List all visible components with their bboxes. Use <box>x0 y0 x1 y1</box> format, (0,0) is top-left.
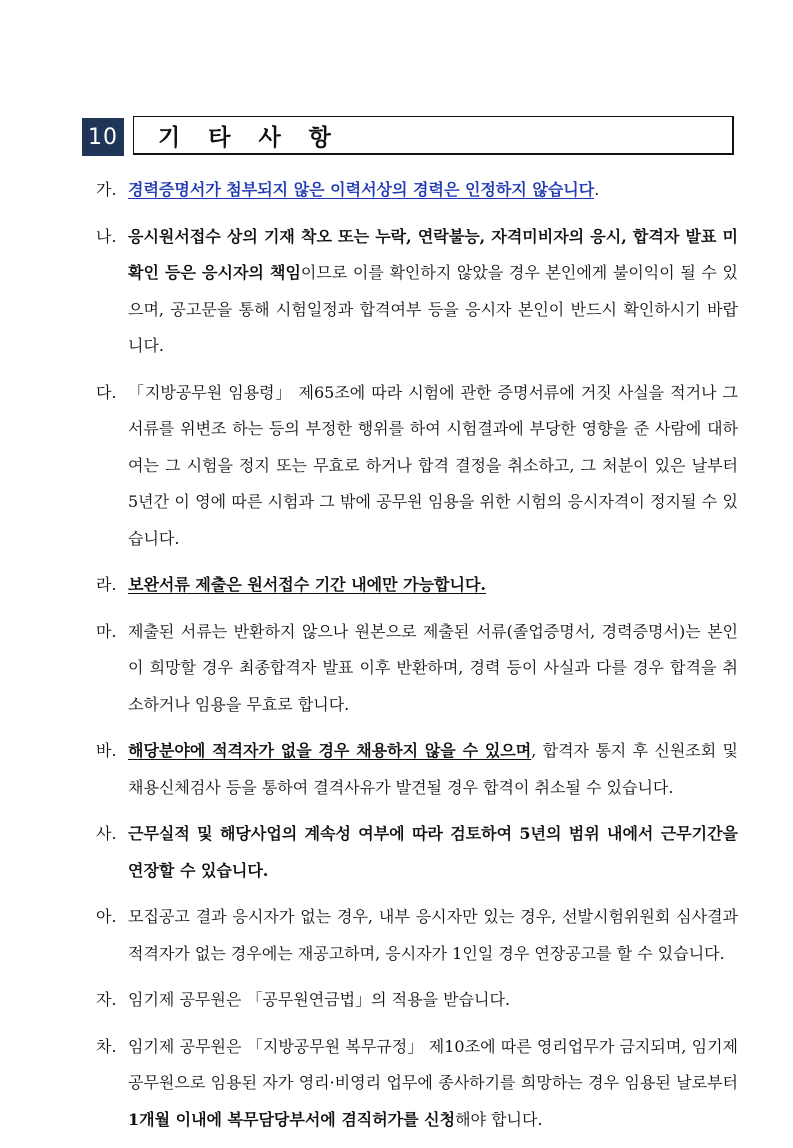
item-marker: 바. <box>96 741 117 760</box>
item-marker: 아. <box>96 907 117 926</box>
item-text: 모집공고 결과 응시자가 없는 경우, 내부 응시자만 있는 경우, 선발시험위원회 심사결과 적격자가 없는 경우에는 재공고하며, 응시자가 1인일 경우 연장공고를 할 수 있습니다. <box>128 907 738 963</box>
list-item <box>96 982 738 1019</box>
item-text: 「지방공무원 임용령」 제65조에 따라 시험에 관한 증명서류에 거짓 사실을 적거나 그 서류를 위변조 하는 등의 부정한 행위를 하여 시험결과에 부당한 영향을 준 사람에 대하여는 그 시험을 정지 또는 무효로 하거나 합격 결정을 취소하고, 그 처분이 있은 날부터 5년간 이 영에 따른 시험과 그 밖에 공무원 임용을 위한 시험의 응시자격이 정지될 수 있습니다. <box>128 382 738 548</box>
list-item <box>96 219 738 365</box>
item-marker: 마. <box>96 621 117 641</box>
emphasis-text: 경력증명서가 첨부되지 않은 이력서상의 경력은 인정하지 않습니다 <box>128 180 595 199</box>
emphasis-text: 해당분야에 적격자가 없을 경우 채용하지 않을 수 있으며 <box>128 741 532 760</box>
item-marker: 사. <box>96 824 117 843</box>
item-marker: 가. <box>96 180 117 199</box>
list-item <box>96 567 738 604</box>
item-text: 근무실적 및 해당사업의 계속성 여부에 따라 검토하여 5년의 범위 내에서 근무기간을 연장할 수 있습니다. <box>128 824 738 880</box>
item-marker: 다. <box>96 382 117 402</box>
notice-list <box>96 172 738 1148</box>
list-item <box>96 375 738 558</box>
item-marker: 나. <box>96 226 117 246</box>
section-number: 10 <box>82 118 124 156</box>
list-item <box>96 899 738 972</box>
emphasis-text: 응시원서접수 상의 기재 착오 또는 누락, 연락불능, 자격미비자의 응시, 합격자 발표 미확인 등은 응시자의 책임 <box>128 226 738 282</box>
item-text: 제출된 서류는 반환하지 않으나 원본으로 제출된 서류(졸업증명서, 경력증명서)는 본인이 희망할 경우 최종합격자 발표 이후 반환하며, 경력 등이 사실과 다를 경우 합격을 취소하거나 임용을 무효로 합니다. <box>128 621 738 714</box>
item-text: 응시원서접수 상의 기재 착오 또는 누락, 연락불능, 자격미비자의 응시, 합격자 발표 미확인 등은 응시자의 책임이므로 이를 확인하지 않았을 경우 본인에게 불이익이 될 수 있으며, 공고문을 통해 시험일정과 합격여부 등을 응시자 본인이 반드시 확인하시기 바랍니다. <box>128 226 738 355</box>
item-marker: 자. <box>96 990 117 1009</box>
list-item <box>96 816 738 889</box>
list-item <box>96 733 738 806</box>
section-title: 기 타 사 항 <box>133 116 734 155</box>
list-item <box>96 614 738 724</box>
section-header <box>82 116 736 156</box>
item-text: 임기제 공무원은 「공무원연금법」의 적용을 받습니다. <box>128 990 511 1009</box>
list-item <box>96 1029 738 1139</box>
item-text: 해당분야에 적격자가 없을 경우 채용하지 않을 수 있으며, 합격자 통지 후 신원조회 및 채용신체검사 등을 통하여 결격사유가 발견될 경우 합격이 취소될 수 있습니다. <box>128 741 738 797</box>
emphasis-text: 1개월 이내에 복무담당부서에 겸직허가를 신청 <box>128 1109 456 1129</box>
item-marker: 차. <box>96 1036 117 1056</box>
item-text: 경력증명서가 첨부되지 않은 이력서상의 경력은 인정하지 않습니다. <box>128 180 600 199</box>
emphasis-text: 보완서류 제출은 원서접수 기간 내에만 가능합니다. <box>128 575 486 594</box>
item-text <box>128 567 738 604</box>
item-marker: 라. <box>96 575 117 594</box>
item-text: 임기제 공무원은 「지방공무원 복무규정」 제10조에 따른 영리업무가 금지되며, 임기제 공무원으로 임용된 자가 영리·비영리 업무에 종사하기를 희망하는 경우 임용된 날로부터 1개월 이내에 복무담당부서에 겸직허가를 신청해야 합니다. <box>128 1036 738 1129</box>
list-item <box>96 172 738 209</box>
